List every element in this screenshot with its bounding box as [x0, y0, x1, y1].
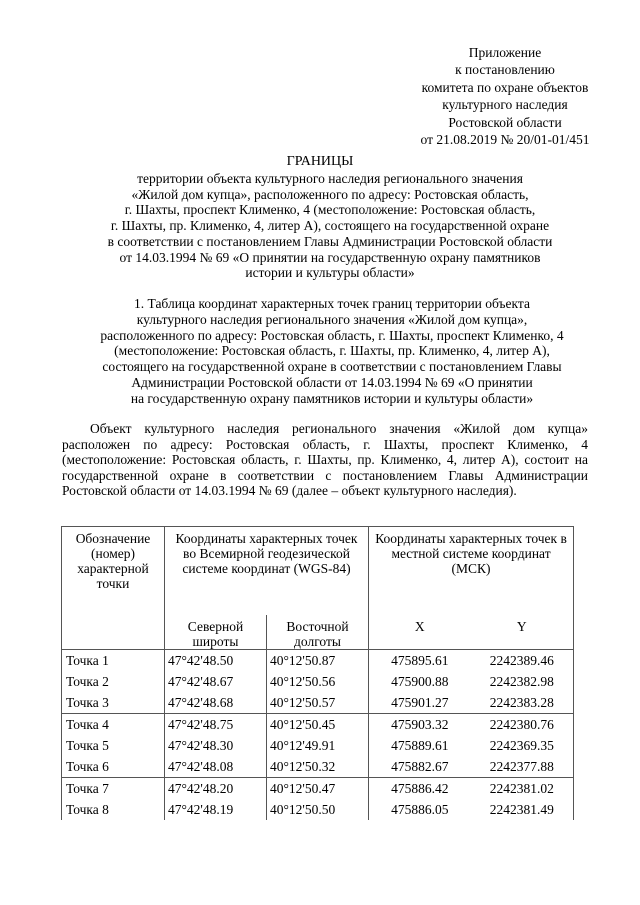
- header-north: Северной широты: [165, 615, 267, 650]
- appendix-line: Ростовской области: [448, 114, 562, 130]
- subtitle-line: г. Шахты, проспект Клименко, 4 (местоположение: Ростовская область,: [124, 202, 536, 218]
- table-row: [62, 671, 574, 692]
- section-line: на государственную охрану памятников истории и культуры области»: [130, 390, 534, 406]
- section-line: расположенного по адресу: Ростовская область, г. Шахты, проспект Клименко, 4: [100, 327, 564, 343]
- coordinates-table-body: [62, 527, 574, 821]
- cell-east: 40°12'50.47: [267, 778, 369, 800]
- table-row: [62, 778, 574, 800]
- cell-north: 47°42'48.50: [165, 650, 267, 672]
- document-subtitle: [70, 171, 590, 281]
- cell-east: 40°12'50.56: [267, 671, 369, 692]
- header-x: X: [369, 615, 471, 650]
- appendix-line: от 21.08.2019 № 20/01-01/451: [420, 132, 590, 148]
- header-wgs: Координаты характерных точек во Всемирной геодезической системе координат (WGS-84): [165, 527, 369, 616]
- section-line: Администрации Ростовской области от 14.03.1994 № 69 «О принятии: [131, 374, 533, 390]
- table-row: [62, 650, 574, 672]
- header-point: Обозначение (номер) характерной точки: [62, 527, 165, 650]
- header-y: Y: [471, 615, 574, 650]
- cell-north: 47°42'48.67: [165, 671, 267, 692]
- cell-point: Точка 5: [62, 735, 165, 756]
- header-east: Восточной долготы: [267, 615, 369, 650]
- cell-point: Точка 6: [62, 756, 165, 778]
- cell-east: 40°12'49.91: [267, 735, 369, 756]
- section-line: 1. Таблица координат характерных точек границ территории объекта: [134, 296, 530, 311]
- subtitle-line: «Жилой дом купца», расположенного по адресу: Ростовская область,: [131, 186, 529, 202]
- appendix-line: комитета по охране объектов: [421, 79, 589, 95]
- cell-north: 47°42'48.68: [165, 692, 267, 714]
- table-row: [62, 799, 574, 820]
- table-row: [62, 714, 574, 736]
- section-line: культурного наследия регионального значения «Жилой дом купца»,: [136, 311, 528, 327]
- cell-point: Точка 7: [62, 778, 165, 800]
- cell-point: Точка 2: [62, 671, 165, 692]
- cell-east: 40°12'50.57: [267, 692, 369, 714]
- cell-x: 475895.61: [369, 650, 471, 672]
- cell-north: 47°42'48.75: [165, 714, 267, 736]
- cell-y: 2242377.88: [471, 756, 574, 778]
- cell-y: 2242383.28: [471, 692, 574, 714]
- table-row: [62, 692, 574, 714]
- coordinates-table: [61, 526, 574, 820]
- subtitle-line: г. Шахты, пр. Клименко, 4, литер А), состоящего на государственной охране: [110, 218, 550, 234]
- cell-y: 2242369.35: [471, 735, 574, 756]
- appendix-block: [390, 44, 620, 148]
- table-row: [62, 735, 574, 756]
- cell-x: 475889.61: [369, 735, 471, 756]
- cell-north: 47°42'48.19: [165, 799, 267, 820]
- cell-y: 2242382.98: [471, 671, 574, 692]
- subtitle-line: в соответствии с постановлением Главы Администрации Ростовской области: [107, 233, 553, 249]
- cell-point: Точка 1: [62, 650, 165, 672]
- section-line: (местоположение: Ростовская область, г. Шахты, пр. Клименко, 4, литер А),: [114, 343, 550, 359]
- section-line: состоящего на государственной охране в соответствии с постановлением Главы: [102, 359, 562, 375]
- subtitle-line: истории и культуры области»: [245, 265, 415, 281]
- cell-north: 47°42'48.30: [165, 735, 267, 756]
- cell-x: 475886.05: [369, 799, 471, 820]
- cell-y: 2242381.49: [471, 799, 574, 820]
- cell-east: 40°12'50.45: [267, 714, 369, 736]
- section-heading: [62, 296, 602, 407]
- cell-point: Точка 4: [62, 714, 165, 736]
- cell-y: 2242381.02: [471, 778, 574, 800]
- cell-y: 2242389.46: [471, 650, 574, 672]
- cell-east: 40°12'50.32: [267, 756, 369, 778]
- cell-east: 40°12'50.87: [267, 650, 369, 672]
- document-title: ГРАНИЦЫ: [286, 154, 354, 169]
- cell-x: 475882.67: [369, 756, 471, 778]
- header-msk: Координаты характерных точек в местной системе координат (МСК): [369, 527, 574, 616]
- cell-east: 40°12'50.50: [267, 799, 369, 820]
- cell-north: 47°42'48.20: [165, 778, 267, 800]
- subtitle-line: территории объекта культурного наследия регионального значения: [137, 171, 523, 186]
- cell-north: 47°42'48.08: [165, 756, 267, 778]
- subtitle-line: от 14.03.1994 № 69 «О принятии на государственную охрану памятников: [119, 249, 541, 265]
- appendix-line: культурного наследия: [442, 97, 568, 113]
- appendix-line: Приложение: [468, 45, 542, 60]
- appendix-line: к постановлению: [455, 62, 555, 78]
- cell-x: 475903.32: [369, 714, 471, 736]
- cell-x: 475901.27: [369, 692, 471, 714]
- cell-x: 475900.88: [369, 671, 471, 692]
- table-header-row: [62, 527, 574, 616]
- cell-point: Точка 8: [62, 799, 165, 820]
- cell-x: 475886.42: [369, 778, 471, 800]
- table-row: [62, 756, 574, 778]
- cell-y: 2242380.76: [471, 714, 574, 736]
- cell-point: Точка 3: [62, 692, 165, 714]
- body-paragraph: Объект культурного наследия регионального значения «Жилой дом купца» расположен по адресу: Ростовская область, г. Шахты, проспект Клименко, 4 (местоположение: Ростовская область, г. Шахты, пр. Клименко, 4, литер А), состоит на государственной охране в соответствии с постановлением Главы Администрации Ростовской области от 14.03.1994 № 69 (далее – объект культурного наследия).: [62, 421, 588, 499]
